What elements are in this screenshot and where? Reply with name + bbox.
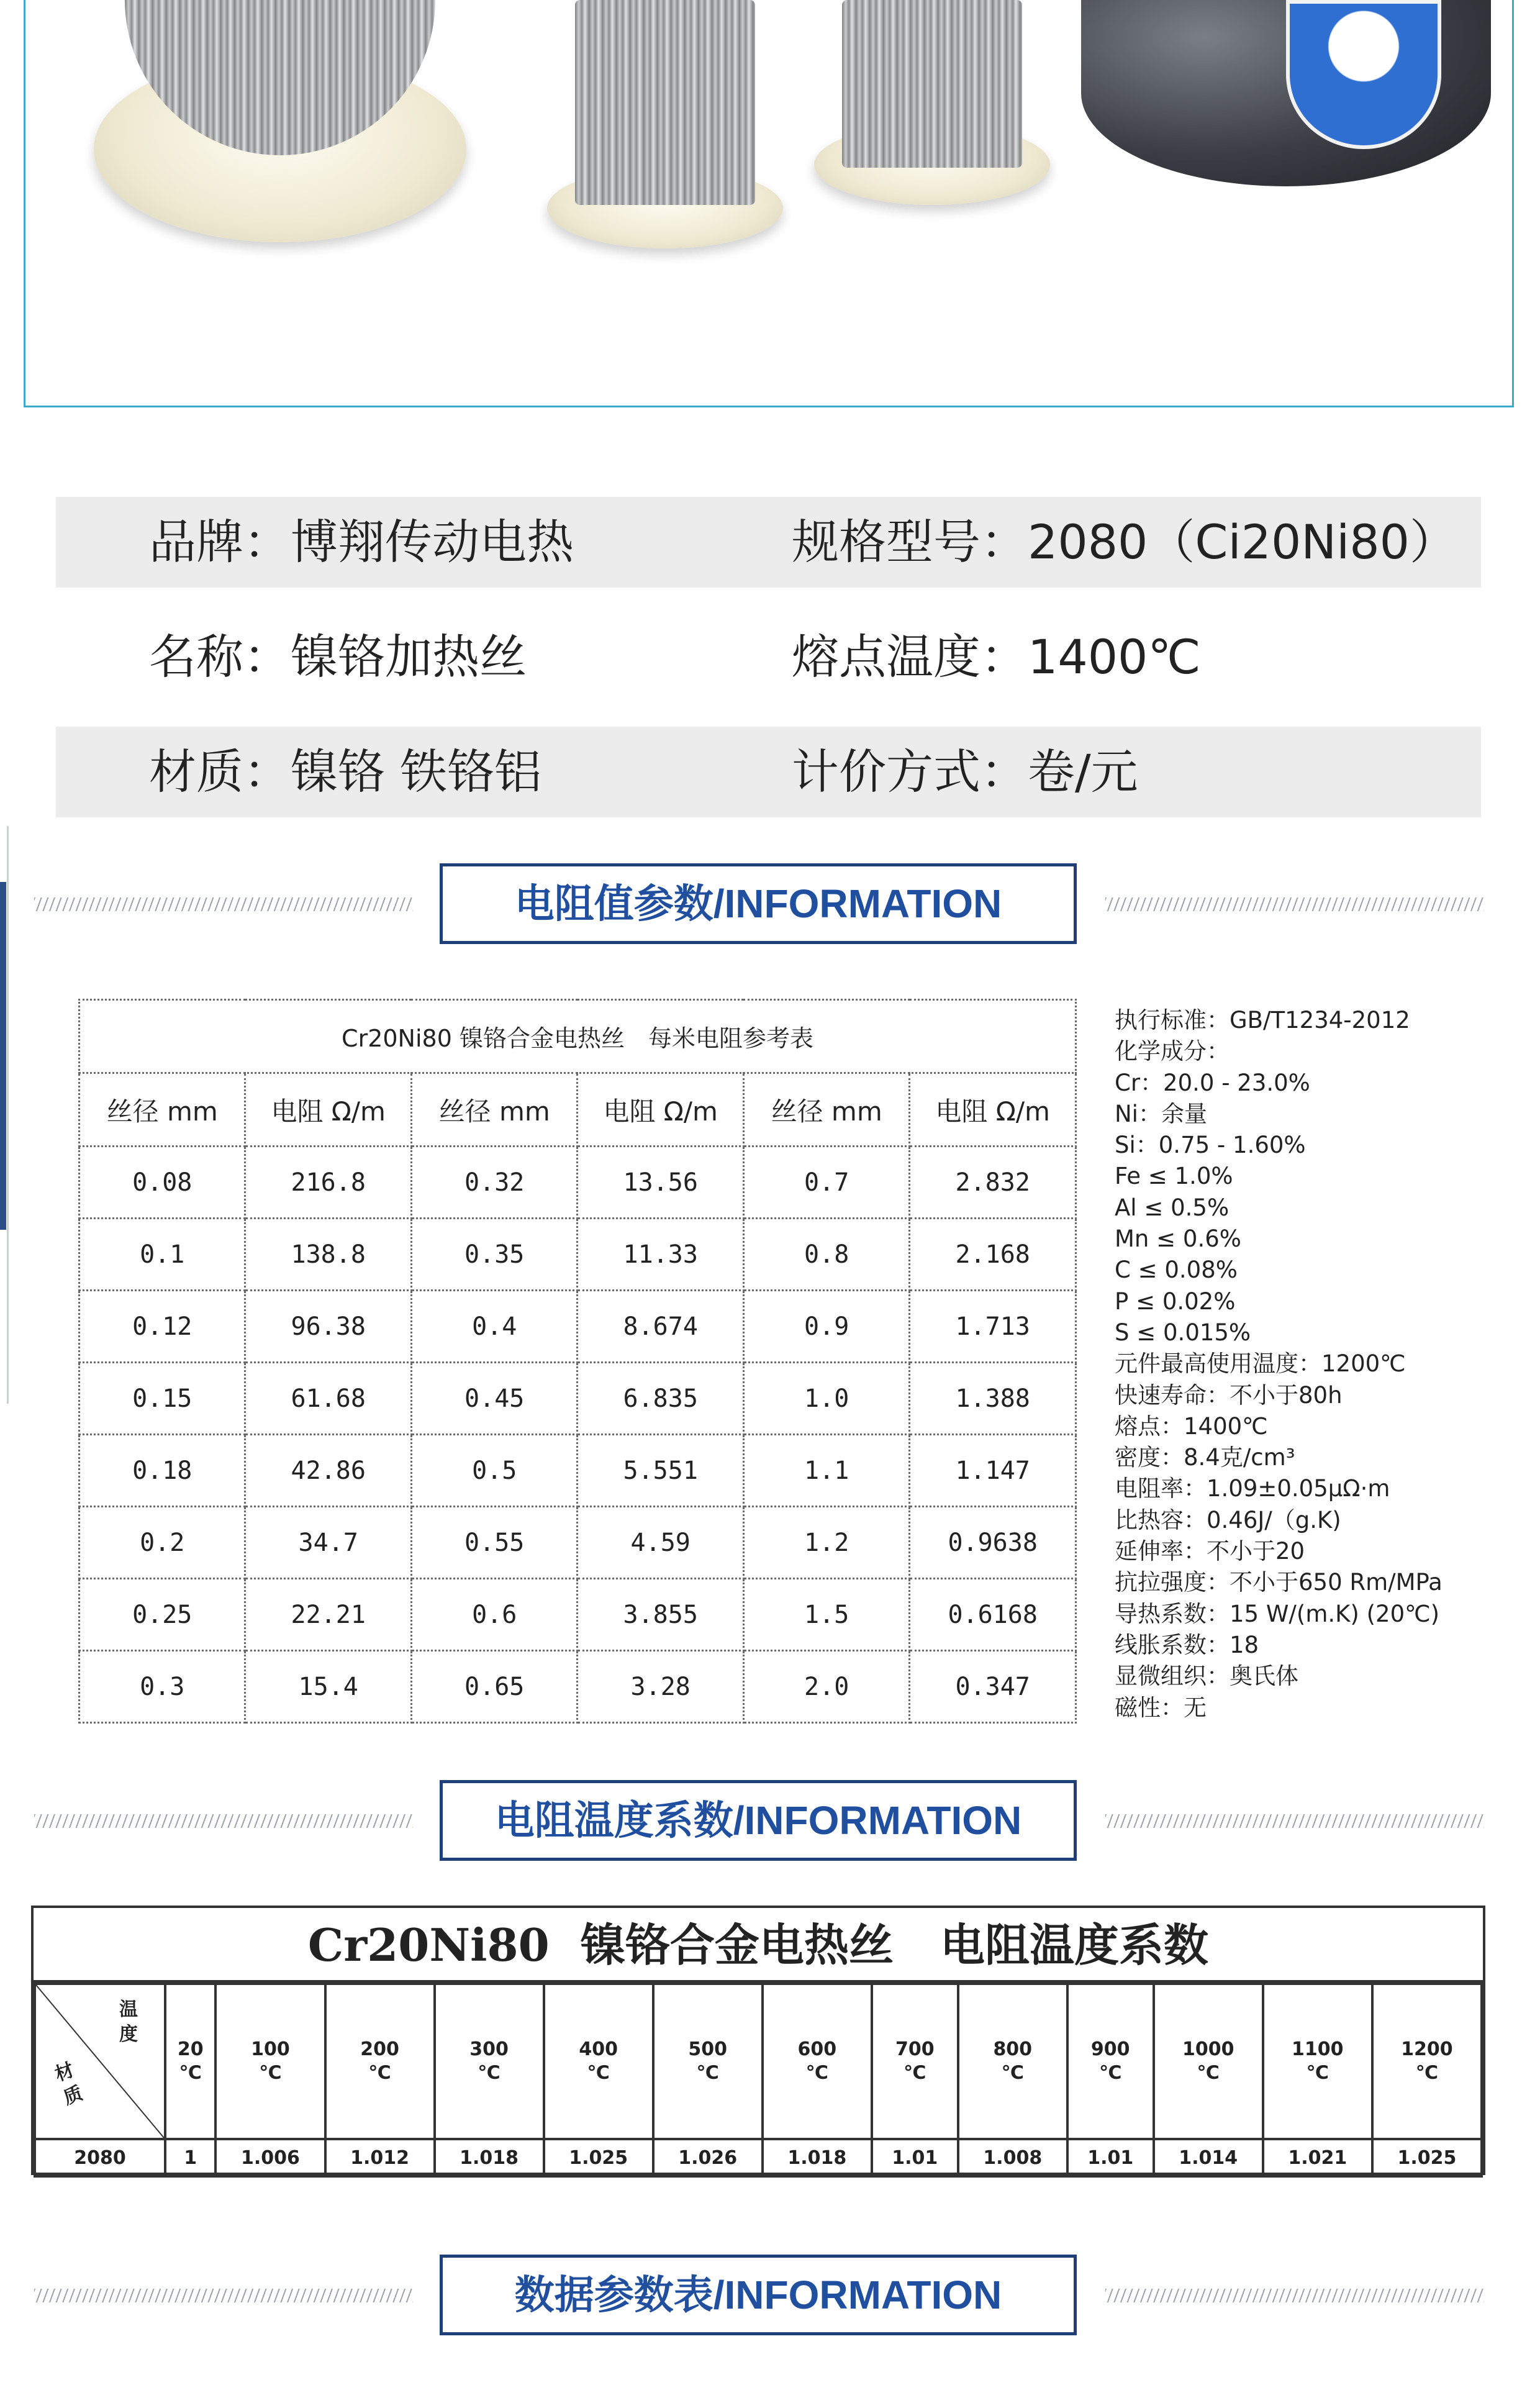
table-cell: 0.8 bbox=[743, 1219, 909, 1291]
section-title: 电阻温度系数/INFORMATION bbox=[440, 1780, 1077, 1861]
table-cell: 2.0 bbox=[743, 1651, 909, 1723]
table-cell: 0.6 bbox=[411, 1579, 577, 1651]
column-header: 丝径 mm bbox=[743, 1073, 909, 1147]
temperature-header-cell: 1000 ℃ bbox=[1154, 1984, 1263, 2139]
temperature-header-cell: 700 ℃ bbox=[872, 1984, 958, 2139]
model-label: 规格型号：2080（Ci20Ni80） bbox=[792, 514, 1457, 570]
temperature-table-title: Cr20Ni80 镍铬合金电热丝 电阻温度系数 bbox=[34, 1908, 1483, 1983]
coefficient-cell: 1 bbox=[165, 2139, 215, 2176]
coefficient-cell: 1.01 bbox=[872, 2139, 958, 2176]
property-item: 导热系数：15 W/(m.K) (20℃) bbox=[1115, 1600, 1440, 1627]
melting-point-label: 熔点温度：1400℃ bbox=[792, 629, 1201, 684]
table-row bbox=[79, 1435, 1076, 1507]
temperature-header-cell: 900 ℃ bbox=[1067, 1984, 1154, 2139]
property-item: 化学成分： bbox=[1115, 1038, 1230, 1065]
coefficient-cell: 1.018 bbox=[763, 2139, 872, 2176]
spec-row-brand bbox=[56, 497, 1481, 588]
brand-label: 品牌：博翔传动电热 bbox=[149, 514, 574, 570]
section-header-temperature bbox=[0, 1780, 1540, 1867]
hatch-decoration-right bbox=[1105, 1814, 1484, 1828]
hatch-decoration-left bbox=[34, 2289, 413, 2302]
coefficient-cell: 1.014 bbox=[1154, 2139, 1263, 2176]
table-cell: 8.674 bbox=[578, 1291, 744, 1363]
table-cell: 2.832 bbox=[910, 1147, 1076, 1219]
property-item: Cr：20.0 - 23.0% bbox=[1115, 1069, 1310, 1096]
column-header: 丝径 mm bbox=[411, 1073, 577, 1147]
table-row bbox=[79, 1579, 1076, 1651]
table-cell: 34.7 bbox=[245, 1507, 412, 1579]
property-item: S ≤ 0.015% bbox=[1115, 1319, 1251, 1346]
table-cell: 0.7 bbox=[743, 1147, 909, 1219]
table-cell: 0.65 bbox=[411, 1651, 577, 1723]
property-item: Al ≤ 0.5% bbox=[1115, 1194, 1230, 1221]
property-item: 显微组织：奥氏体 bbox=[1115, 1663, 1298, 1690]
table-cell: 0.35 bbox=[411, 1219, 577, 1291]
temperature-header-cell: 20 ℃ bbox=[165, 1984, 215, 2139]
property-item: 延伸率：不小于20 bbox=[1115, 1538, 1305, 1565]
property-item: P ≤ 0.02% bbox=[1115, 1288, 1236, 1315]
temperature-header-cell: 800 ℃ bbox=[958, 1984, 1067, 2139]
name-label: 名称：镍铬加热丝 bbox=[149, 629, 527, 684]
table-cell: 0.25 bbox=[79, 1579, 245, 1651]
table-cell: 0.18 bbox=[79, 1435, 245, 1507]
property-item: 电阻率：1.09±0.05μΩ·m bbox=[1115, 1475, 1390, 1502]
coefficient-cell: 1.008 bbox=[958, 2139, 1067, 2176]
table-row bbox=[79, 1363, 1076, 1435]
spec-row-material bbox=[56, 727, 1481, 817]
hatch-decoration-right bbox=[1105, 897, 1484, 911]
section-title: 电阻值参数/INFORMATION bbox=[440, 863, 1077, 944]
temperature-coefficient-table bbox=[31, 1906, 1485, 2175]
coefficient-cell: 1.025 bbox=[544, 2139, 653, 2176]
table-cell: 15.4 bbox=[245, 1651, 412, 1723]
coefficient-cell: 1.012 bbox=[325, 2139, 435, 2176]
wire-spool-large bbox=[94, 0, 466, 261]
wire-spool-small bbox=[814, 0, 1050, 224]
spec-row-name bbox=[56, 612, 1481, 702]
property-item: Ni：余量 bbox=[1115, 1100, 1207, 1127]
table-cell: 61.68 bbox=[245, 1363, 412, 1435]
product-photo bbox=[24, 0, 1514, 407]
table-cell: 0.1 bbox=[79, 1219, 245, 1291]
property-item: 密度：8.4克/cm³ bbox=[1115, 1444, 1295, 1471]
temperature-header-cell: 300 ℃ bbox=[435, 1984, 544, 2139]
property-item: Fe ≤ 1.0% bbox=[1115, 1163, 1233, 1190]
table-row bbox=[79, 1219, 1076, 1291]
property-item: 比热容：0.46J/（g.K) bbox=[1115, 1506, 1341, 1533]
wire-spool-medium bbox=[547, 0, 783, 261]
table-cell: 0.12 bbox=[79, 1291, 245, 1363]
resistance-table bbox=[78, 999, 1077, 1724]
table-row bbox=[79, 1147, 1076, 1219]
property-item: 磁性：无 bbox=[1115, 1694, 1207, 1721]
temperature-header-cell: 100 ℃ bbox=[215, 1984, 325, 2139]
property-item: Si：0.75 - 1.60% bbox=[1115, 1132, 1306, 1159]
material-properties-list bbox=[1115, 1005, 1512, 1724]
section-header-data-table bbox=[0, 2255, 1540, 2342]
table-row bbox=[79, 1651, 1076, 1723]
material-cell: 2080 bbox=[35, 2139, 165, 2176]
temperature-header-cell: 600 ℃ bbox=[763, 1984, 872, 2139]
hatch-decoration-left bbox=[34, 897, 413, 911]
temperature-header-cell: 1100 ℃ bbox=[1263, 1984, 1372, 2139]
coefficient-cell: 1.025 bbox=[1372, 2139, 1482, 2176]
column-header: 电阻 Ω/m bbox=[578, 1073, 744, 1147]
table-cell: 13.56 bbox=[578, 1147, 744, 1219]
table-cell: 1.5 bbox=[743, 1579, 909, 1651]
column-header: 丝径 mm bbox=[79, 1073, 245, 1147]
table-cell: 1.147 bbox=[910, 1435, 1076, 1507]
table-cell: 0.347 bbox=[910, 1651, 1076, 1723]
corner-label-temperature: 温度 bbox=[119, 1999, 138, 2045]
corner-label-material: 材质 bbox=[52, 2059, 86, 2109]
table-cell: 5.551 bbox=[578, 1435, 744, 1507]
property-item: 线胀系数：18 bbox=[1115, 1631, 1259, 1658]
table-cell: 4.59 bbox=[578, 1507, 744, 1579]
table-cell: 1.713 bbox=[910, 1291, 1076, 1363]
temperature-header-cell: 400 ℃ bbox=[544, 1984, 653, 2139]
temperature-header-cell: 500 ℃ bbox=[653, 1984, 763, 2139]
column-header: 电阻 Ω/m bbox=[910, 1073, 1076, 1147]
table-cell: 1.2 bbox=[743, 1507, 909, 1579]
table-cell: 138.8 bbox=[245, 1219, 412, 1291]
table-cell: 6.835 bbox=[578, 1363, 744, 1435]
property-item: 抗拉强度：不小于650 Rm/MPa bbox=[1115, 1569, 1443, 1596]
temperature-header-cell: 1200 ℃ bbox=[1372, 1984, 1482, 2139]
table-row bbox=[79, 1291, 1076, 1363]
temperature-header-cell: 200 ℃ bbox=[325, 1984, 435, 2139]
property-item: 熔点：1400℃ bbox=[1115, 1412, 1268, 1440]
corner-cell bbox=[35, 1984, 165, 2139]
property-item: Mn ≤ 0.6% bbox=[1115, 1225, 1241, 1253]
table-cell: 216.8 bbox=[245, 1147, 412, 1219]
table-cell: 42.86 bbox=[245, 1435, 412, 1507]
table-cell: 0.2 bbox=[79, 1507, 245, 1579]
coefficient-cell: 1.018 bbox=[435, 2139, 544, 2176]
table-cell: 22.21 bbox=[245, 1579, 412, 1651]
table-cell: 2.168 bbox=[910, 1219, 1076, 1291]
table-cell: 1.388 bbox=[910, 1363, 1076, 1435]
table-cell: 0.6168 bbox=[910, 1579, 1076, 1651]
property-item: 元件最高使用温度：1200℃ bbox=[1115, 1350, 1406, 1378]
table-cell: 0.55 bbox=[411, 1507, 577, 1579]
table-cell: 0.08 bbox=[79, 1147, 245, 1219]
table-cell: 0.9 bbox=[743, 1291, 909, 1363]
property-item: C ≤ 0.08% bbox=[1115, 1256, 1238, 1284]
coefficient-cell: 1.01 bbox=[1067, 2139, 1154, 2176]
coefficient-cell: 1.021 bbox=[1263, 2139, 1372, 2176]
table-cell: 0.32 bbox=[411, 1147, 577, 1219]
table-row bbox=[79, 1507, 1076, 1579]
table-cell: 0.9638 bbox=[910, 1507, 1076, 1579]
table-cell: 0.3 bbox=[79, 1651, 245, 1723]
coefficient-cell: 1.006 bbox=[215, 2139, 325, 2176]
table-cell: 11.33 bbox=[578, 1219, 744, 1291]
table-cell: 3.28 bbox=[578, 1651, 744, 1723]
table-cell: 0.15 bbox=[79, 1363, 245, 1435]
table-cell: 96.38 bbox=[245, 1291, 412, 1363]
table-cell: 0.45 bbox=[411, 1363, 577, 1435]
table-cell: 1.1 bbox=[743, 1435, 909, 1507]
section-header-resistance bbox=[0, 863, 1540, 950]
property-item: 执行标准：GB/T1234-2012 bbox=[1115, 1007, 1410, 1034]
table-caption: Cr20Ni80 镍铬合金电热丝 每米电阻参考表 bbox=[79, 1000, 1076, 1073]
hatch-decoration-right bbox=[1105, 2289, 1484, 2302]
table-cell: 0.5 bbox=[411, 1435, 577, 1507]
column-header: 电阻 Ω/m bbox=[245, 1073, 412, 1147]
hatch-decoration-left bbox=[34, 1814, 413, 1828]
table-cell: 1.0 bbox=[743, 1363, 909, 1435]
material-label: 材质：镍铬 铁铬铝 bbox=[149, 744, 542, 799]
wire-spool-dark bbox=[1081, 0, 1491, 193]
property-item: 快速寿命：不小于80h bbox=[1115, 1381, 1343, 1409]
coefficient-cell: 1.026 bbox=[653, 2139, 763, 2176]
section-title: 数据参数表/INFORMATION bbox=[440, 2255, 1077, 2335]
table-cell: 3.855 bbox=[578, 1579, 744, 1651]
table-cell: 0.4 bbox=[411, 1291, 577, 1363]
pricing-label: 计价方式：卷/元 bbox=[792, 744, 1138, 799]
